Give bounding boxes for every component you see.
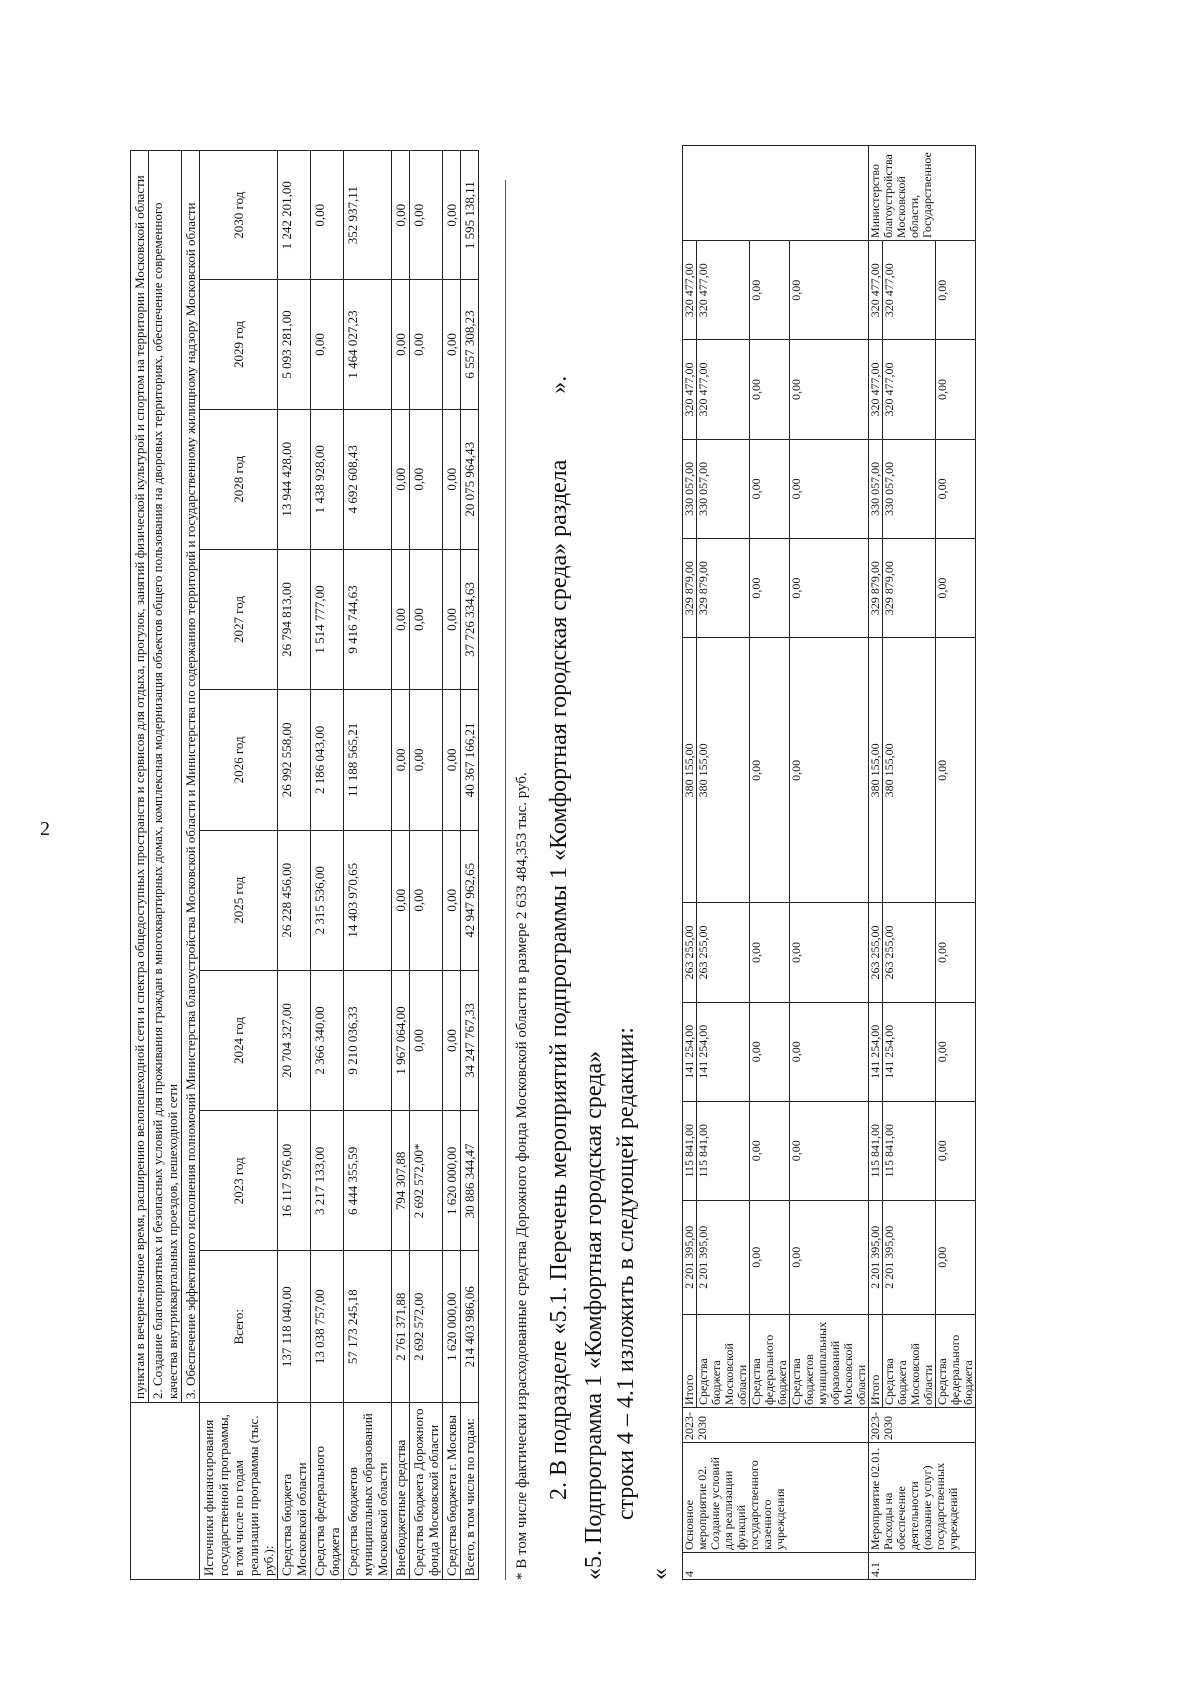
financing-value: 42 947 962,65 [461,830,479,970]
funding-value: 330 057,00 [883,439,936,538]
financing-value: 11 188 565,21 [344,690,392,830]
financing-row [392,151,410,1580]
funding-value: 0,00 [936,638,976,903]
financing-value: 3 217 133,00 [311,1111,344,1251]
financing-source-label: Внебюджетные средства [392,1403,410,1580]
funding-value: 0,00 [750,241,790,340]
funding-value: 0,00 [750,1200,790,1314]
financing-value: 0,00 [392,549,410,689]
activity-number: 4 [683,1553,869,1580]
year-column-header: 2030 год [200,151,278,280]
financing-row [410,151,443,1580]
year-column-header: 2023 год [200,1111,278,1251]
subprogram-title: «5. Подпрограмма 1 «Комфортная городская среда» [581,1050,607,1580]
financing-value: 0,00 [410,970,443,1110]
amendment-end: ». [546,375,572,394]
activity-name: Мероприятие 02.01. Расходы на обеспечение деятельности (оказание услуг) государственных учреждений [869,1443,976,1553]
goal-row-blank [131,1403,200,1580]
year-column-header: 2029 год [200,280,278,409]
financing-value: 16 117 976,00 [278,1111,311,1251]
financing-source-label: Средства бюджета г. Москвы [443,1403,461,1580]
financing-value: 13 944 428,00 [278,409,311,549]
year-column-header: 2028 год [200,409,278,549]
funding-source: Средства федерального бюджета [750,1315,790,1408]
financing-value: 2 692 572,00 [410,1251,443,1403]
financing-row [461,151,479,1580]
financing-value: 20 075 964,43 [461,409,479,549]
activity-line [683,146,697,1580]
responsible-executor: Министерство благоустройства Московской области, Государственное [869,146,976,241]
funding-value: 263 255,00 [697,903,750,1002]
financing-value: 1 595 138,11 [461,151,479,280]
financing-source-label: Средства бюджетов муниципальных образований Московской области [344,1403,392,1580]
financing-value: 214 403 986,06 [461,1251,479,1403]
funding-source: Итого [683,1315,697,1408]
goal-row [131,151,149,1580]
financing-value: 2 186 043,00 [311,690,344,830]
financing-value: 137 118 040,00 [278,1251,311,1403]
financing-header-row [200,151,278,1580]
financing-value: 0,00 [410,409,443,549]
financing-value: 6 557 308,23 [461,280,479,409]
financing-value: 0,00 [443,409,461,549]
financing-value: 0,00 [392,280,410,409]
funding-value: 0,00 [750,439,790,538]
funding-value: 0,00 [790,903,869,1002]
financing-value: 794 307,88 [392,1111,410,1251]
financing-value: 9 210 036,33 [344,970,392,1110]
financing-value: 4 692 608,43 [344,409,392,549]
financing-value: 40 367 166,21 [461,690,479,830]
goal-row [182,151,200,1580]
funding-value: 2 201 395,00 [883,1200,936,1314]
financing-value: 5 093 281,00 [278,280,311,409]
funding-source: Итого [869,1315,883,1408]
financing-table [130,150,479,1580]
funding-value: 0,00 [750,903,790,1002]
funding-value: 115 841,00 [683,1101,697,1200]
funding-value: 320 477,00 [883,340,936,439]
activity-line [750,146,790,1580]
financing-value: 1 620 000,00 [443,1251,461,1403]
funding-value: 320 477,00 [883,241,936,340]
financing-value: 1 514 777,00 [311,549,344,689]
financing-value: 0,00 [392,830,410,970]
funding-value: 0,00 [750,638,790,903]
financing-value: 2 692 572,00* [410,1111,443,1251]
activity-name: Основное мероприятие 02. Создание условий для реализации функций государственного казенного учреждения [683,1443,869,1553]
funding-value: 0,00 [750,340,790,439]
funding-value: 115 841,00 [883,1101,936,1200]
financing-value: 0,00 [392,151,410,280]
financing-value: 0,00 [410,690,443,830]
financing-value: 2 315 536,00 [311,830,344,970]
financing-source-label: Средства бюджета Московской области [278,1403,311,1580]
quote-open: « [647,1568,673,1580]
activity-line [790,146,869,1580]
financing-value: 0,00 [443,280,461,409]
financing-value: 0,00 [410,280,443,409]
financing-row [311,151,344,1580]
funding-value: 0,00 [750,539,790,638]
goal-row [149,151,182,1580]
year-column-header: 2026 год [200,690,278,830]
funding-value: 380 155,00 [697,638,750,903]
funding-value: 320 477,00 [869,340,883,439]
financing-value: 0,00 [410,549,443,689]
financing-value: 1 967 064,00 [392,970,410,1110]
funding-value: 0,00 [750,1101,790,1200]
goal-text: 3. Обеспечение эффективного исполнения полномочий Министерства благоустройства Московской области и Министерства по содержанию территорий и государственному жилищному надзору Московской области [182,151,200,1403]
financing-value: 9 416 744,63 [344,549,392,689]
funding-value: 2 201 395,00 [869,1200,883,1314]
funding-value: 329 879,00 [697,539,750,638]
financing-value: 0,00 [443,690,461,830]
funding-value: 0,00 [790,1200,869,1314]
year-column-header: 2025 год [200,830,278,970]
funding-value: 330 057,00 [697,439,750,538]
goal-text: пунктам в вечерне-ночное время, расширению велопешеходной сети и спектра общедоступных пространств и сервисов для отдыха, прогулок, занятий физической культурой и спортом на территории Московской области [131,151,149,1403]
funding-value: 0,00 [790,638,869,903]
financing-row [443,151,461,1580]
funding-value: 141 254,00 [697,1002,750,1101]
funding-value: 0,00 [936,439,976,538]
activity-period: 2023-2030 [683,1408,869,1443]
activities-table [682,145,976,1580]
funding-value: 380 155,00 [883,638,936,903]
financing-value: 0,00 [443,970,461,1110]
financing-value: 20 704 327,00 [278,970,311,1110]
funding-value: 0,00 [790,340,869,439]
funding-value: 0,00 [790,539,869,638]
funding-value: 320 477,00 [869,241,883,340]
footnote: * В том числе фактически израсходованные средства Дорожного фонда Московской области в размере 2 633 484,353 тыс. руб. [505,180,531,1580]
funding-value: 330 057,00 [869,439,883,538]
financing-value: 14 403 970,65 [344,830,392,970]
financing-value: 26 228 456,00 [278,830,311,970]
financing-value: 0,00 [392,409,410,549]
funding-value: 0,00 [750,1002,790,1101]
funding-value: 0,00 [936,241,976,340]
activity-line [697,146,750,1580]
financing-row [278,151,311,1580]
financing-value: 2 366 340,00 [311,970,344,1110]
funding-value: 115 841,00 [697,1101,750,1200]
funding-value: 329 879,00 [683,539,697,638]
financing-value: 1 464 027,23 [344,280,392,409]
funding-value: 263 255,00 [683,903,697,1002]
amendment-text: 2. В подразделе «5.1. Перечень мероприятий подпрограммы 1 «Комфортная городская среда» раздела [546,459,572,1500]
financing-value: 34 247 767,33 [461,970,479,1110]
activity-period: 2023-2030 [869,1408,976,1443]
year-column-header: 2027 год [200,549,278,689]
financing-value: 1 620 000,00 [443,1111,461,1251]
funding-value: 2 201 395,00 [697,1200,750,1314]
financing-row [344,151,392,1580]
financing-value: 1 438 928,00 [311,409,344,549]
funding-value: 263 255,00 [869,903,883,1002]
funding-value: 320 477,00 [683,340,697,439]
activity-line [936,146,976,1580]
activity-line [883,146,936,1580]
funding-value: 0,00 [790,1101,869,1200]
responsible-executor [683,146,869,241]
funding-value: 0,00 [936,1200,976,1314]
amendment-instruction: строки 4 – 4.1 изложить в следующей редакции: [613,1027,639,1520]
financing-value: 37 726 334,63 [461,549,479,689]
financing-value: 0,00 [311,280,344,409]
financing-value: 13 038 757,00 [311,1251,344,1403]
financing-value: 352 937,11 [344,151,392,280]
amendment-paragraph [543,150,575,1500]
funding-source: Средства федерального бюджета [936,1315,976,1408]
funding-value: 320 477,00 [697,340,750,439]
goal-text: 2. Создание благоприятных и безопасных условий для проживания граждан в многоквартирных домах, комплексная модернизация объектов общего пользования на дворовых территориях, обеспечение современного качества внутриквартальных проездов, пешеходной сети [149,151,182,1403]
financing-value: 0,00 [443,151,461,280]
funding-value: 329 879,00 [869,539,883,638]
funding-value: 0,00 [936,903,976,1002]
year-column-header: Всего: [200,1251,278,1403]
financing-value: 0,00 [392,690,410,830]
financing-value: 0,00 [443,549,461,689]
funding-value: 141 254,00 [869,1002,883,1101]
activity-line [869,146,883,1580]
funding-value: 330 057,00 [683,439,697,538]
financing-source-label: Средства бюджета Дорожного фонда Московской области [410,1403,443,1580]
funding-value: 263 255,00 [883,903,936,1002]
funding-value: 115 841,00 [869,1101,883,1200]
page-number: 2 [40,818,50,840]
financing-value: 0,00 [410,830,443,970]
funding-value: 0,00 [936,1101,976,1200]
funding-source: Средства бюджетов муниципальных образований Московской области [790,1315,869,1408]
funding-value: 0,00 [790,1002,869,1101]
funding-value: 141 254,00 [683,1002,697,1101]
funding-value: 380 155,00 [869,638,883,903]
funding-value: 320 477,00 [697,241,750,340]
funding-value: 0,00 [790,241,869,340]
funding-value: 0,00 [936,539,976,638]
year-column-header: 2024 год [200,970,278,1110]
funding-value: 0,00 [936,1002,976,1101]
funding-value: 141 254,00 [883,1002,936,1101]
financing-value: 57 173 245,18 [344,1251,392,1403]
financing-header-label: Источники финансирования государственной программы, в том числе по годам реализации программы (тыс. руб.): [200,1403,278,1580]
financing-value: 2 761 371,88 [392,1251,410,1403]
financing-value: 0,00 [410,151,443,280]
funding-value: 380 155,00 [683,638,697,903]
funding-source: Средства бюджета Московской области [697,1315,750,1408]
funding-value: 320 477,00 [683,241,697,340]
funding-source: Средства бюджета Московской области [883,1315,936,1408]
financing-source-label: Всего, в том числе по годам: [461,1403,479,1580]
financing-value: 26 794 813,00 [278,549,311,689]
activity-number: 4.1 [869,1553,976,1580]
funding-value: 2 201 395,00 [683,1200,697,1314]
rotated-content [130,100,1180,1580]
financing-value: 0,00 [443,830,461,970]
financing-value: 6 444 355,59 [344,1111,392,1251]
financing-value: 30 886 344,47 [461,1111,479,1251]
financing-source-label: Средства федерального бюджета [311,1403,344,1580]
financing-value: 0,00 [311,151,344,280]
funding-value: 0,00 [936,340,976,439]
funding-value: 329 879,00 [883,539,936,638]
financing-value: 1 242 201,00 [278,151,311,280]
financing-value: 26 992 558,00 [278,690,311,830]
funding-value: 0,00 [790,439,869,538]
